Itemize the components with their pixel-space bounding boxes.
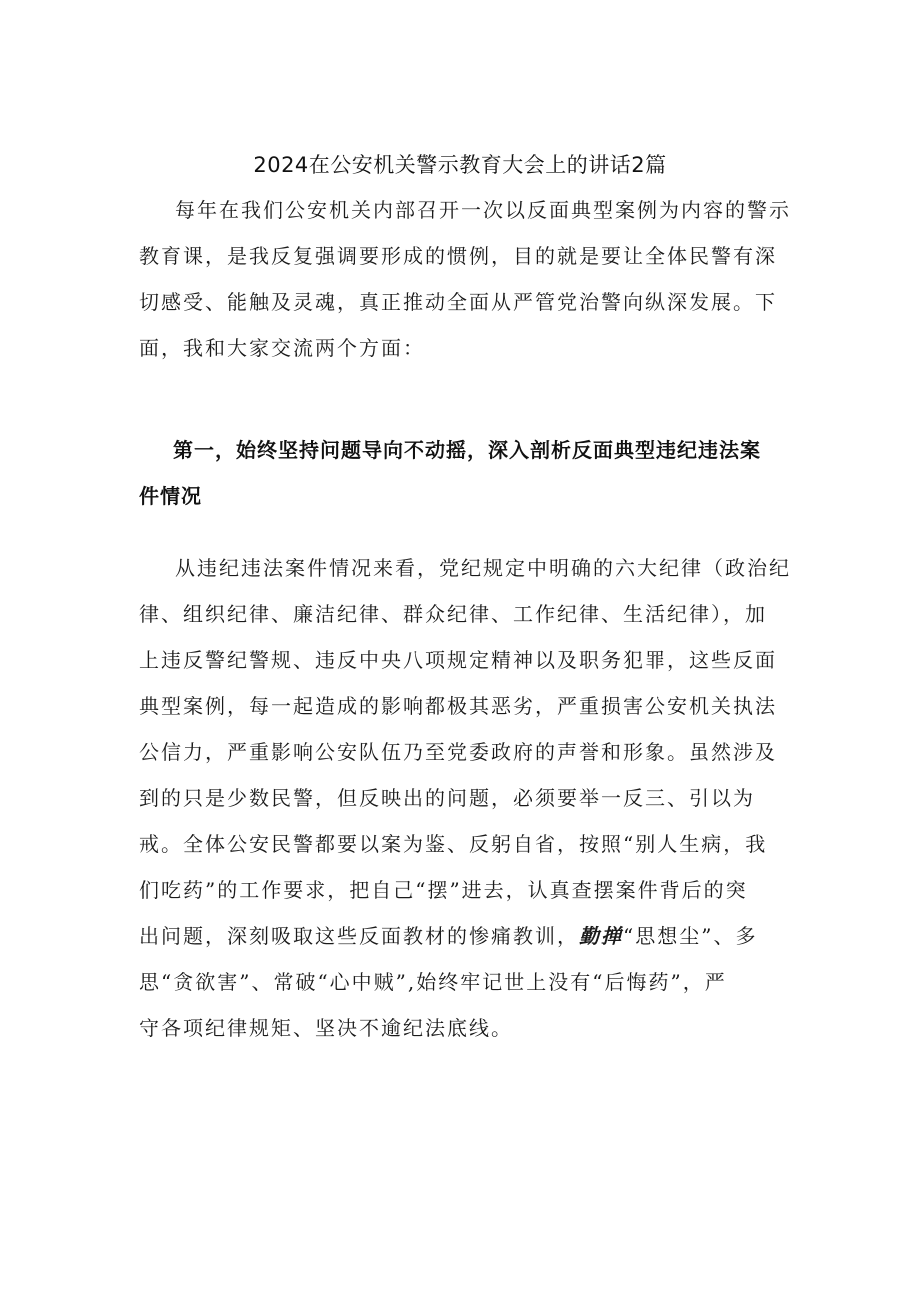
body-line: 从违纪违法案件情况来看，党纪规定中明确的六大纪律（政治纪 <box>175 556 791 580</box>
intro-line: 教育课，是我反复强调要形成的惯例，目的就是要让全体民警有深 <box>139 244 777 268</box>
document-title: 2024在公安机关警示教育大会上的讲话2篇 <box>253 153 667 177</box>
intro-line: 面，我和大家交流两个方面： <box>139 336 425 360</box>
intro-line: 每年在我们公安机关内部召开一次以反面典型案例为内容的警示 <box>175 198 791 222</box>
emphasized-text: 勤掸 <box>579 924 623 948</box>
body-line: 守各项纪律规矩、坚决不逾纪法底线。 <box>139 1016 513 1040</box>
body-line: 戒。全体公安民警都要以案为鉴、反躬自省，按照“别人生病，我 <box>139 832 768 856</box>
body-line: 公信力，严重影响公安队伍乃至党委政府的声誉和形象。虽然涉及 <box>139 740 777 764</box>
intro-paragraph <box>139 187 791 371</box>
body-line-part: “思想尘”、多 <box>623 924 758 948</box>
section-heading-line: 件情况 <box>139 484 202 508</box>
body-line-with-emphasis <box>139 913 781 959</box>
body-line-part: 出问题，深刻吸取这些反面教材的惨痛教训， <box>139 924 579 948</box>
body-line: 到的只是少数民警，但反映出的问题，必须要举一反三、引以为 <box>139 786 755 810</box>
section-heading <box>139 427 789 519</box>
section-heading-line: 第一，始终坚持问题导向不动摇，深入剖析反面典型违纪违法案 <box>173 438 761 462</box>
body-line: 思“贪欲害”、常破“心中贼”,始终牢记世上没有“后悔药”，严 <box>139 970 727 994</box>
body-line: 们吃药”的工作要求，把自己“摆”进去，认真查摆案件背后的突 <box>139 878 748 902</box>
intro-line: 切感受、能触及灵魂，真正推动全面从严管党治警向纵深发展。下 <box>139 290 777 314</box>
body-line: 典型案例，每一起造成的影响都极其恶劣，严重损害公安机关执法 <box>139 694 777 718</box>
body-line: 律、组织纪律、廉洁纪律、群众纪律、工作纪律、生活纪律），加 <box>139 602 767 626</box>
body-line: 上违反警纪警规、违反中央八项规定精神以及职务犯罪，这些反面 <box>139 648 777 672</box>
body-paragraph <box>139 545 791 1051</box>
